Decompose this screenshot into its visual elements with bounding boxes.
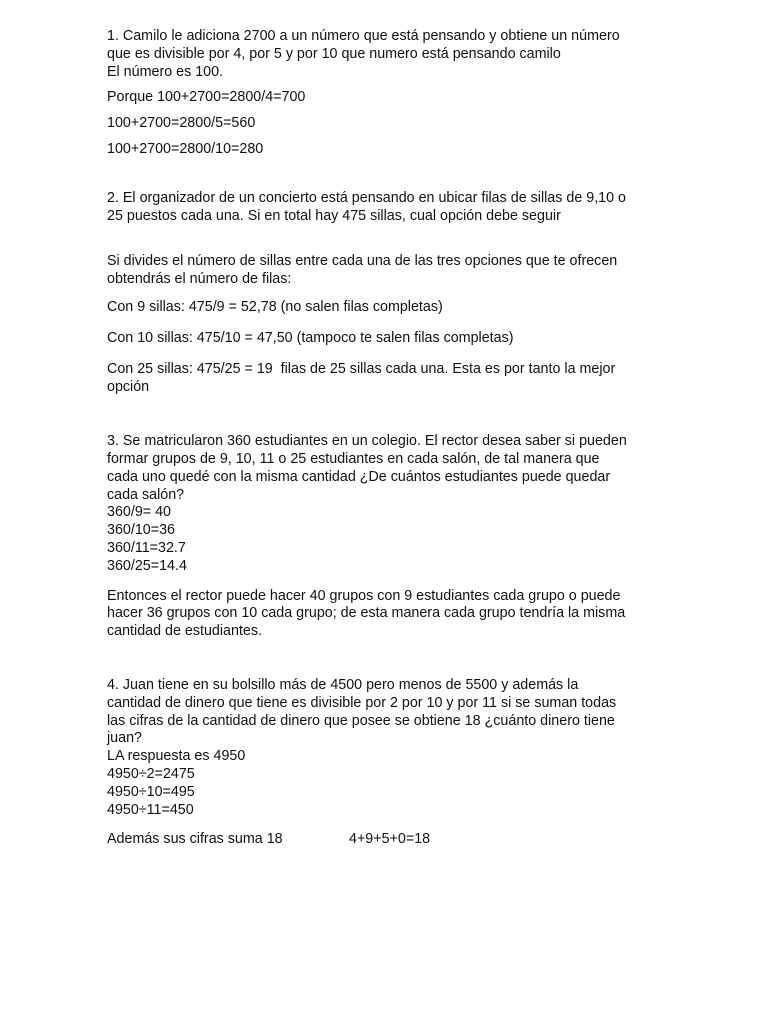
problem-4-digits-row [107, 831, 707, 849]
problem-4-calc-1: 4950÷2=2475 [107, 765, 195, 782]
problem-3-conclusion-line-2: hacer 36 grupos con 10 cada grupo; de esta manera cada grupo tendría la misma [107, 605, 626, 622]
problem-1-answer: El número es 100. [107, 63, 224, 80]
problem-3-calc-2: 360/10=36 [107, 522, 175, 539]
problem-2-question-line-2: 25 puestos cada una. Si en total hay 475 sillas, cual opción debe seguir [107, 207, 561, 224]
problem-2-explain-line-2: obtendrás el número de filas: [107, 271, 292, 288]
problem-2-question-line-1: 2. El organizador de un concierto está pensando en ubicar filas de sillas de 9,10 o [107, 189, 626, 206]
problem-1-reason-2: 100+2700=2800/5=560 [107, 115, 256, 132]
problem-1-question-line-1: 1. Camilo le adiciona 2700 a un número que está pensando y obtiene un número [107, 28, 620, 44]
problem-1-question-line-2: que es divisible por 4, por 5 y por 10 que numero está pensando camilo [107, 45, 561, 62]
problem-3-calc-1: 360/9= 40 [107, 504, 172, 521]
problem-3-question-line-4: cada salón? [107, 486, 185, 503]
problem-2-option-25-line-1: Con 25 sillas: 475/25 = 19 filas de 25 sillas cada una. Esta es por tanto la mejor [107, 360, 616, 377]
problem-1-reason-1: Porque 100+2700=2800/4=700 [107, 89, 306, 106]
problem-3-question-line-3: cada uno quedé con la misma cantidad ¿De cuántos estudiantes puede quedar [107, 468, 611, 485]
problem-3-question-line-2: formar grupos de 9, 10, 11 o 25 estudiantes en cada salón, de tal manera que [107, 450, 600, 467]
problem-2 [107, 190, 707, 397]
problem-2-option-10: Con 10 sillas: 475/10 = 47,50 (tampoco te salen filas completas) [107, 329, 514, 346]
problem-3-calc-4: 360/25=14.4 [107, 557, 187, 574]
problem-3-conclusion-line-3: cantidad de estudiantes. [107, 623, 262, 640]
problem-2-option-9: Con 9 sillas: 475/9 = 52,78 (no salen filas completas) [107, 298, 443, 315]
problem-3 [107, 433, 707, 641]
problem-4-question-line-3: las cifras de la cantidad de dinero que posee se obtiene 18 ¿cuánto dinero tiene [107, 712, 615, 729]
problem-2-option-25-line-2: opción [107, 379, 150, 396]
problem-3-conclusion-line-1: Entonces el rector puede hacer 40 grupos con 9 estudiantes cada grupo o puede [107, 587, 621, 604]
problem-3-question-line-1: 3. Se matricularon 360 estudiantes en un colegio. El rector desea saber si pueden [107, 433, 627, 450]
document-page [107, 28, 707, 849]
problem-4-question-line-4: juan? [107, 730, 142, 747]
problem-4-digits-sum: 4+9+5+0=18 [349, 831, 431, 848]
problem-4-calc-3: 4950÷11=450 [107, 801, 194, 818]
problem-2-explain-line-1: Si divides el número de sillas entre cada una de las tres opciones que te ofrecen [107, 253, 618, 270]
problem-4-digits-label: Además sus cifras suma 18 [107, 831, 283, 848]
problem-4-question-line-1: 4. Juan tiene en su bolsillo más de 4500 pero menos de 5500 y además la [107, 676, 579, 693]
problem-4 [107, 677, 707, 849]
problem-4-answer: LA respuesta es 4950 [107, 748, 246, 765]
problem-4-question-line-2: cantidad de dinero que tiene es divisible por 2 por 10 y por 11 si se suman todas [107, 694, 617, 711]
problem-4-calc-2: 4950÷10=495 [107, 783, 195, 800]
problem-3-calc-3: 360/11=32.7 [107, 539, 186, 556]
problem-1 [107, 28, 707, 159]
problem-1-reason-3: 100+2700=2800/10=280 [107, 140, 264, 157]
